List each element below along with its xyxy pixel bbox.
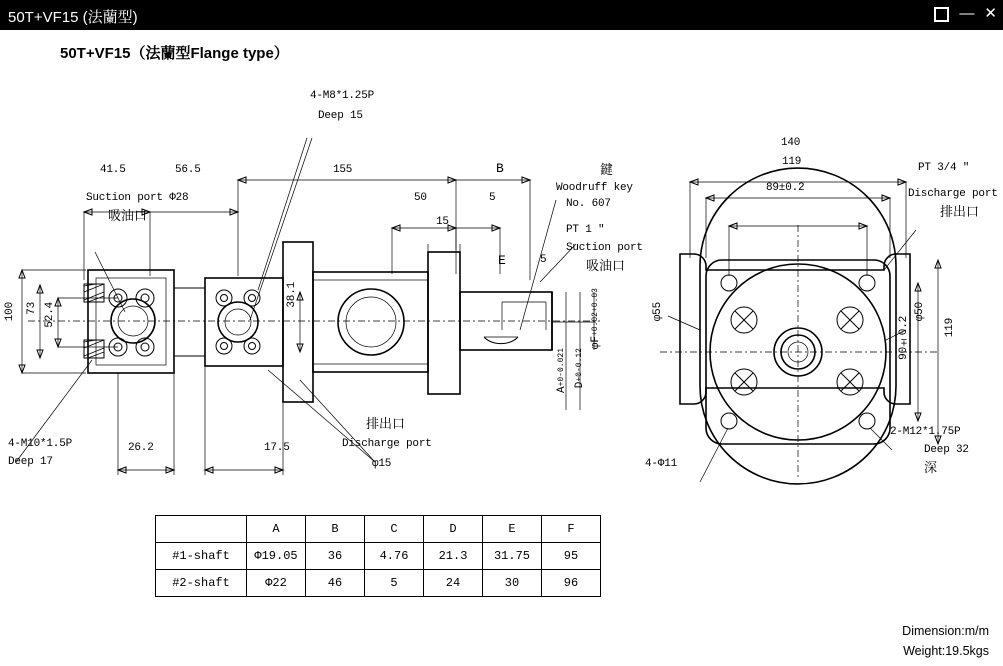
dim-52-4: 52.4 (44, 302, 56, 328)
window-title: 50T+VF15 (法蘭型) (8, 9, 138, 26)
dim-41-5: 41.5 (100, 164, 126, 176)
dim-50: 50 (414, 192, 427, 204)
tolerance-D (574, 348, 586, 388)
label-discharge-cn: 排出口 (366, 417, 406, 432)
dim-5-right: 5 (489, 192, 496, 204)
cell-r1c5: 30 (483, 570, 542, 597)
cell-r1c2: 46 (306, 570, 365, 597)
cell-r0c5: 31.75 (483, 543, 542, 570)
tol-D-sym: D (574, 381, 586, 389)
dim-90: 90±0.2 (898, 316, 910, 360)
label-discharge-port-en-right: Discharge port (908, 188, 998, 200)
label-bolt-top: 4-M8*1.25P (310, 90, 375, 102)
th-0 (156, 516, 247, 543)
label-discharge-en: Discharge port (342, 438, 432, 450)
dim-B: B (496, 161, 504, 176)
tolerance-F (590, 288, 602, 349)
dim-38-1: 38.1 (286, 282, 298, 308)
dim-119-right: 119 (944, 318, 956, 338)
dim-5-e: 5 (540, 254, 547, 266)
footer-weight: Weight:19.5kgs (903, 644, 989, 658)
dim-15: 15 (436, 216, 449, 228)
th-5: E (483, 516, 542, 543)
tol-F-sym: φF (590, 336, 602, 350)
label-discharge-cn-right: 排出口 (940, 205, 980, 220)
drawing-heading: 50T+VF15（法蘭型Flange type） (60, 45, 289, 62)
label-bolt-right-deep: Deep 32 (924, 444, 969, 456)
cell-r0c4: 21.3 (424, 543, 483, 570)
label-phi55: φ55 (652, 302, 664, 322)
label-bolt-left-deep: Deep 17 (8, 456, 53, 468)
th-1: A (247, 516, 306, 543)
table-header-row (156, 516, 601, 543)
cell-r0c2: 36 (306, 543, 365, 570)
label-key-no: No. 607 (566, 198, 611, 210)
dim-73: 73 (26, 302, 38, 315)
label-suction-port-en: Suction port Φ28 (86, 192, 189, 204)
window-controls (934, 5, 997, 23)
table-row (156, 543, 601, 570)
tol-D-sub: -0.12 (575, 348, 584, 373)
cell-r0c0: #1-shaft (156, 543, 247, 570)
th-4: D (424, 516, 483, 543)
th-2: B (306, 516, 365, 543)
label-pt1: PT 1 " (566, 224, 605, 236)
tol-D-sup: +0 (575, 372, 584, 382)
label-key-en: Woodruff key (556, 182, 633, 194)
window-titlebar (0, 0, 1003, 30)
tol-A-sym: A (556, 386, 568, 394)
drawing-sheet (0, 30, 1003, 666)
cell-r1c4: 24 (424, 570, 483, 597)
tol-A-sub: -0.021 (557, 348, 566, 377)
dim-155: 155 (333, 164, 353, 176)
label-bolt-right-cn: 深 (924, 461, 938, 476)
dim-100: 100 (4, 302, 16, 322)
tol-F-sub: +0.03 (591, 288, 600, 313)
cell-r1c3: 5 (365, 570, 424, 597)
dim-140: 140 (781, 137, 801, 149)
cell-r0c1: Φ19.05 (247, 543, 306, 570)
tol-A-sup: +0 (557, 376, 566, 387)
label-suction-port-en-2: Suction port (566, 242, 643, 254)
dim-17-5: 17.5 (264, 442, 290, 454)
table-row (156, 570, 601, 597)
label-4-phi11: 4-Φ11 (645, 458, 678, 470)
cell-r0c3: 4.76 (365, 543, 424, 570)
cell-r1c1: Φ22 (247, 570, 306, 597)
label-key-cn: 鍵 (600, 163, 614, 178)
label-suction-port-cn-2: 吸油口 (586, 259, 626, 274)
close-icon[interactable]: ✕ (984, 5, 997, 22)
label-phi50: φ50 (914, 302, 926, 322)
label-pt34: PT 3/4 " (918, 162, 970, 174)
cell-r0c6: 95 (542, 543, 601, 570)
dim-89: 89±0.2 (766, 182, 805, 194)
tolerance-A (556, 348, 568, 393)
label-bolt-left: 4-M10*1.5P (8, 438, 73, 450)
dim-119-top: 119 (782, 156, 802, 168)
dim-E: E (498, 253, 506, 268)
shaft-spec-table (155, 515, 601, 597)
label-phi15: φ15 (372, 458, 392, 470)
label-bolt-right: 2-M12*1.75P (890, 426, 961, 438)
footer-dimension: Dimension:m/m (902, 624, 989, 638)
th-3: C (365, 516, 424, 543)
tol-F-sup: +0.02 (591, 312, 600, 337)
minimize-icon[interactable]: — (959, 5, 975, 22)
dim-26-2: 26.2 (128, 442, 154, 454)
label-suction-port-cn: 吸油口 (108, 209, 148, 224)
cell-r1c0: #2-shaft (156, 570, 247, 597)
restore-icon[interactable] (934, 7, 949, 22)
label-bolt-top-deep: Deep 15 (318, 110, 363, 122)
cell-r1c6: 96 (542, 570, 601, 597)
dim-56-5: 56.5 (175, 164, 201, 176)
th-6: F (542, 516, 601, 543)
